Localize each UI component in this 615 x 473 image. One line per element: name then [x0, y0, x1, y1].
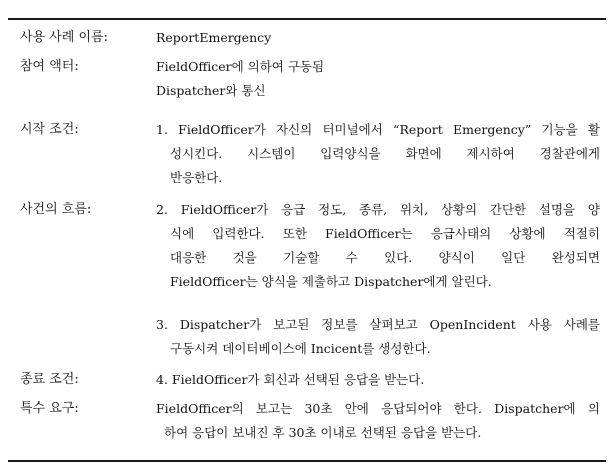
- content-participating-actors: [156, 55, 600, 103]
- flow-step3-line-2: 구동시켜 데이터베이스에 Incicent를 생성한다.: [170, 341, 431, 356]
- label-entry-condition: 시작 조건:: [20, 122, 79, 137]
- label-participating-actors: 참여 액터:: [20, 59, 79, 74]
- flow-step2-line-1: 2. FieldOfficer가 응급 정도, 종류, 위치, 상황의 간단한 설명을 양: [156, 202, 600, 217]
- flow-step2-line-4: FieldOfficer는 양식을 제출하고 Dispatcher에게 알린다.: [170, 274, 492, 289]
- entry-line-1: 1. FieldOfficer가 자신의 터미널에서 “Report Emergency” 기능을 활: [156, 122, 600, 137]
- label-use-case-name: 사용 사례 이름:: [20, 30, 108, 45]
- use-case-name-value: ReportEmergency: [156, 30, 272, 45]
- label-special-requirements: 특수 요구:: [20, 401, 79, 416]
- content-flow-step-3: [156, 313, 600, 361]
- special-line-2: 하여 응답이 보내진 후 30초 이내로 선택된 응답을 받는다.: [164, 425, 482, 440]
- entry-line-3: 반응한다.: [170, 170, 223, 185]
- content-exit-condition: [156, 368, 600, 392]
- use-case-document: [8, 0, 606, 473]
- flow-step2-line-2: 식에 입력한다. 또한 FieldOfficer는 응급사태의 상황에 적절히: [170, 226, 600, 241]
- content-special-requirements: [156, 397, 600, 445]
- flow-step2-line-3: 대응한 것을 기술할 수 있다. 양식이 일단 완성되면: [170, 250, 600, 265]
- special-line-1: FieldOfficer의 보고는 30초 안에 응답되어야 한다. Dispatcher에 의: [156, 401, 600, 416]
- label-flow-of-events: 사건의 흐름:: [20, 202, 92, 217]
- content-use-case-name: [156, 26, 600, 50]
- content-entry-condition: [156, 118, 600, 190]
- content-flow-step-2: [156, 198, 600, 294]
- exit-line-1: 4. FieldOfficer가 회신과 선택된 응답을 받는다.: [156, 372, 425, 387]
- label-exit-condition: 종료 조건:: [20, 372, 79, 387]
- top-rule: [8, 18, 606, 20]
- flow-step3-line-1: 3. Dispatcher가 보고된 정보를 살펴보고 OpenIncident 사용 사례를: [156, 317, 600, 332]
- actor-line-1: FieldOfficer에 의하여 구동됨: [156, 59, 325, 74]
- actor-line-2: Dispatcher와 통신: [156, 83, 266, 98]
- bottom-rule: [8, 460, 606, 462]
- entry-line-2: 성시킨다. 시스템이 입력양식을 화면에 제시하여 경찰관에게: [170, 146, 600, 161]
